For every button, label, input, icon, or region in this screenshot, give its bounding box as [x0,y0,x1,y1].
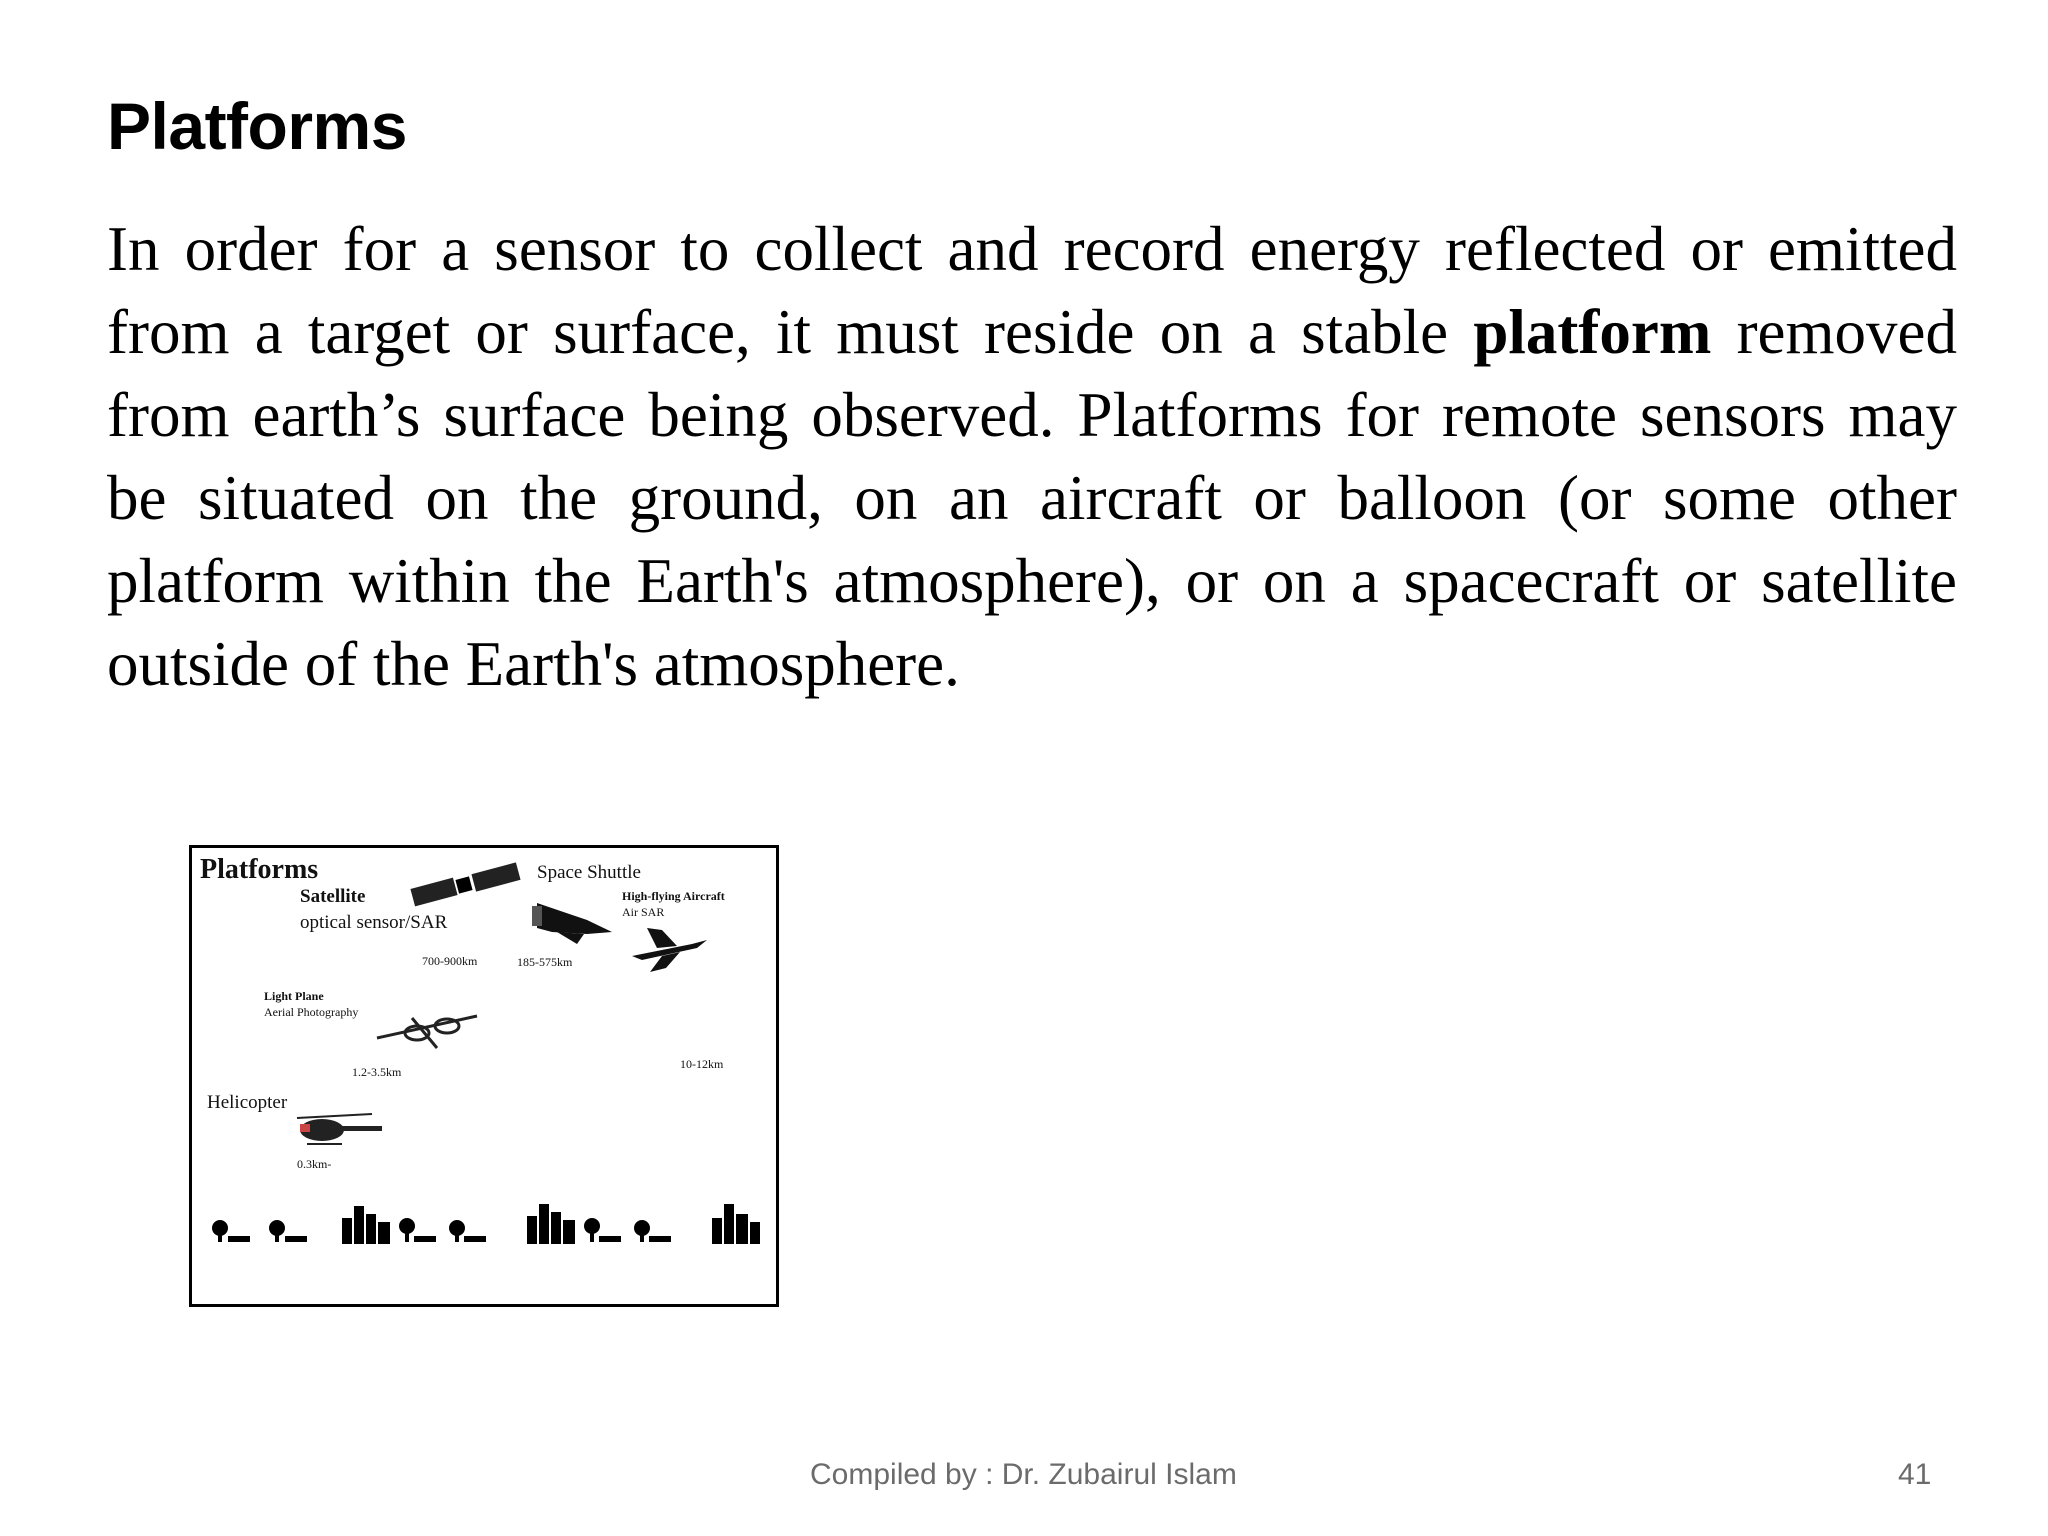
slide-title: Platforms [107,89,407,163]
satellite-label: Satellite [300,886,366,907]
lightplane-sublabel: Aerial Photography [264,1005,359,1019]
paragraph-text-start: In order for a sensor to collect and record energy reflected or emitted from a target or surface, it must reside on a stable [107,214,1957,367]
aircraft-altitude: 10-12km [680,1057,724,1071]
aircraft-sublabel: Air SAR [622,905,665,919]
helicopter-icon [297,1114,382,1144]
page-number: 41 [1898,1458,1932,1491]
body-paragraph [107,208,1957,706]
figure-heading: Platforms [200,854,319,885]
shuttle-label: Space Shuttle [537,862,641,883]
paragraph-bold-term: platform [1473,297,1712,367]
helicopter-altitude: 0.3km- [297,1157,332,1171]
ground-silhouette-icon [212,1204,760,1244]
light-plane-icon [377,1016,477,1048]
platforms-figure [189,845,779,1307]
shuttle-altitude: 185-575km [517,955,573,969]
helicopter-label: Helicopter [207,1092,288,1113]
footer-credit: Compiled by : Dr. Zubairul Islam [810,1458,1237,1491]
platforms-illustration [192,848,776,1304]
high-flying-aircraft-icon [632,928,707,972]
satellite-icon [410,862,520,906]
lightplane-label: Light Plane [264,989,324,1003]
paragraph-text-end: removed from earth’s surface being observed. Platforms for remote sensors may be situated on the ground, on an aircraft or balloon (or some other platform within the Earth's atmosphere), or on a spacecraft or satellite outside of the Earth's atmosphere. [107,297,1957,699]
aircraft-label: High-flying Aircraft [622,889,725,903]
lightplane-altitude: 1.2-3.5km [352,1065,402,1079]
space-shuttle-icon [532,903,612,944]
satellite-sublabel: optical sensor/SAR [300,912,448,933]
satellite-altitude: 700-900km [422,954,478,968]
